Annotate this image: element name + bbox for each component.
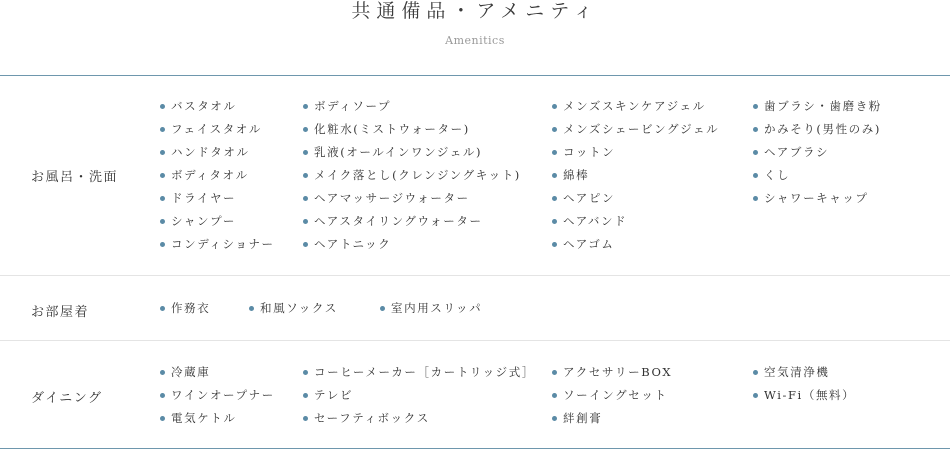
list-item-label: 絆創膏 bbox=[563, 411, 603, 425]
list-item bbox=[160, 214, 275, 237]
bullet-icon bbox=[380, 306, 385, 311]
list-item bbox=[552, 411, 672, 434]
dining-col-1 bbox=[160, 365, 275, 434]
bullet-icon bbox=[303, 104, 308, 109]
list-item bbox=[303, 237, 521, 260]
bullet-icon bbox=[303, 127, 308, 132]
list-item-label: メンズシェービングジェル bbox=[563, 122, 720, 136]
list-item-label: ヘアトニック bbox=[314, 237, 392, 251]
list-item bbox=[303, 145, 521, 168]
dining-col-3 bbox=[552, 365, 672, 434]
list-item-label: 綿棒 bbox=[563, 168, 590, 182]
bullet-icon bbox=[303, 370, 308, 375]
list-item-label: コーヒーメーカー［カートリッジ式］ bbox=[314, 365, 535, 379]
list-item bbox=[160, 388, 275, 411]
list-item bbox=[552, 122, 719, 145]
bullet-icon bbox=[753, 127, 758, 132]
list-item-label: 化粧水(ミストウォーター) bbox=[314, 122, 470, 136]
list-item-label: バスタオル bbox=[171, 99, 237, 113]
bullet-icon bbox=[160, 196, 165, 201]
bullet-icon bbox=[552, 370, 557, 375]
section-label-room: お部屋着 bbox=[31, 305, 90, 320]
list-item bbox=[303, 122, 521, 145]
list-item bbox=[753, 388, 855, 411]
list-item-label: 乳液(オールインワンジェル) bbox=[314, 145, 483, 159]
bullet-icon bbox=[303, 242, 308, 247]
list-item-label: ソーイングセット bbox=[563, 388, 668, 402]
list-item-label: セーフティボックス bbox=[314, 411, 430, 425]
dining-col-4 bbox=[753, 365, 855, 411]
list-item bbox=[753, 365, 855, 388]
bullet-icon bbox=[552, 219, 557, 224]
bullet-icon bbox=[552, 127, 557, 132]
bath-section bbox=[0, 99, 950, 269]
list-item bbox=[303, 411, 535, 434]
dining-col-2 bbox=[303, 365, 535, 434]
page-title: 共通備品・アメニティ bbox=[351, 0, 599, 22]
list-item bbox=[160, 145, 275, 168]
bullet-icon bbox=[249, 306, 254, 311]
bullet-icon bbox=[552, 242, 557, 247]
list-item-label: 歯ブラシ・歯磨き粉 bbox=[764, 99, 882, 113]
list-item-label: フェイスタオル bbox=[171, 122, 263, 136]
bullet-icon bbox=[753, 150, 758, 155]
list-item bbox=[552, 214, 719, 237]
list-item-label: ワインオープナー bbox=[171, 388, 275, 402]
list-item bbox=[753, 191, 882, 214]
bullet-icon bbox=[303, 416, 308, 421]
list-item-label: くし bbox=[764, 168, 791, 182]
list-item-label: 電気ケトル bbox=[171, 411, 237, 425]
list-item-label: 冷蔵庫 bbox=[171, 365, 211, 379]
list-item bbox=[303, 99, 521, 122]
bath-col-3 bbox=[552, 99, 719, 260]
list-item bbox=[753, 168, 882, 191]
list-item-label: ハンドタオル bbox=[171, 145, 250, 159]
list-item bbox=[552, 145, 719, 168]
list-item bbox=[552, 237, 719, 260]
list-item-label: ヘアバンド bbox=[563, 214, 628, 228]
bullet-icon bbox=[303, 393, 308, 398]
list-item bbox=[160, 122, 275, 145]
list-item bbox=[552, 191, 719, 214]
bullet-icon bbox=[160, 173, 165, 178]
list-item bbox=[303, 191, 521, 214]
bullet-icon bbox=[303, 219, 308, 224]
list-item bbox=[552, 168, 719, 191]
list-item-label: ドライヤー bbox=[171, 191, 237, 205]
list-item bbox=[303, 365, 535, 388]
list-item bbox=[753, 122, 882, 145]
dining-section bbox=[0, 365, 950, 440]
section-label-dining: ダイニング bbox=[31, 391, 103, 406]
list-item bbox=[753, 99, 882, 122]
list-item bbox=[303, 388, 535, 411]
list-item bbox=[160, 365, 275, 388]
list-item bbox=[303, 214, 521, 237]
list-item bbox=[552, 99, 719, 122]
list-item bbox=[552, 388, 672, 411]
list-item bbox=[160, 168, 275, 191]
list-item-label: ボディソープ bbox=[314, 99, 392, 113]
bullet-icon bbox=[753, 104, 758, 109]
top-divider bbox=[0, 75, 950, 76]
list-item-label: ヘアマッサージウォーター bbox=[314, 191, 470, 205]
list-item-label: かみそり(男性のみ) bbox=[764, 122, 881, 136]
bullet-icon bbox=[552, 150, 557, 155]
bullet-icon bbox=[160, 393, 165, 398]
list-item-label: テレビ bbox=[314, 388, 354, 402]
list-item-label: コットン bbox=[563, 145, 616, 159]
bullet-icon bbox=[160, 306, 165, 311]
list-item-label: メンズスキンケアジェル bbox=[563, 99, 706, 113]
bullet-icon bbox=[160, 104, 165, 109]
bullet-icon bbox=[753, 393, 758, 398]
list-item-label: ヘアピン bbox=[563, 191, 616, 205]
bullet-icon bbox=[303, 196, 308, 201]
divider-bath-room bbox=[0, 275, 950, 276]
bullet-icon bbox=[303, 150, 308, 155]
bullet-icon bbox=[160, 127, 165, 132]
list-item bbox=[160, 99, 275, 122]
list-item-label: ヘアスタイリングウォーター bbox=[314, 214, 483, 228]
list-item-label: コンディショナー bbox=[171, 237, 275, 251]
list-item-label: メイク落とし(クレンジングキット) bbox=[314, 168, 521, 182]
list-item bbox=[303, 168, 521, 191]
bullet-icon bbox=[160, 416, 165, 421]
list-item: 和風ソックス bbox=[249, 301, 338, 324]
list-item bbox=[160, 411, 275, 434]
list-item-label: ヘアブラシ bbox=[764, 145, 830, 159]
bullet-icon bbox=[552, 416, 557, 421]
bullet-icon bbox=[552, 104, 557, 109]
list-item-label: シャンプー bbox=[171, 214, 236, 228]
bullet-icon bbox=[160, 219, 165, 224]
list-item bbox=[552, 365, 672, 388]
bullet-icon bbox=[160, 242, 165, 247]
bullet-icon bbox=[160, 150, 165, 155]
bullet-icon bbox=[753, 173, 758, 178]
list-item-label: ボディタオル bbox=[171, 168, 249, 182]
bullet-icon bbox=[552, 173, 557, 178]
bath-col-4 bbox=[753, 99, 882, 214]
list-item bbox=[753, 145, 882, 168]
bullet-icon bbox=[753, 196, 758, 201]
bullet-icon bbox=[753, 370, 758, 375]
divider-room-dining bbox=[0, 340, 950, 341]
bullet-icon bbox=[552, 196, 557, 201]
list-item-label: シャワーキャップ bbox=[764, 191, 869, 205]
room-section bbox=[0, 301, 950, 331]
list-item: 室内用スリッパ bbox=[380, 301, 482, 324]
list-item-label: アクセサリーBOX bbox=[563, 365, 673, 379]
bath-col-1 bbox=[160, 99, 275, 260]
page-subtitle: Amenitics bbox=[445, 34, 505, 47]
list-item: 作務衣 bbox=[160, 301, 210, 324]
bullet-icon bbox=[160, 370, 165, 375]
list-item-label: 空気清浄機 bbox=[764, 365, 830, 379]
bath-col-2 bbox=[303, 99, 521, 260]
list-item-label: Wi-Fi（無料） bbox=[764, 388, 856, 402]
list-item bbox=[160, 237, 275, 260]
bullet-icon bbox=[552, 393, 557, 398]
bullet-icon bbox=[303, 173, 308, 178]
list-item bbox=[160, 191, 275, 214]
section-label-bath: お風呂・洗面 bbox=[31, 170, 119, 185]
list-item-label: ヘアゴム bbox=[563, 237, 615, 251]
